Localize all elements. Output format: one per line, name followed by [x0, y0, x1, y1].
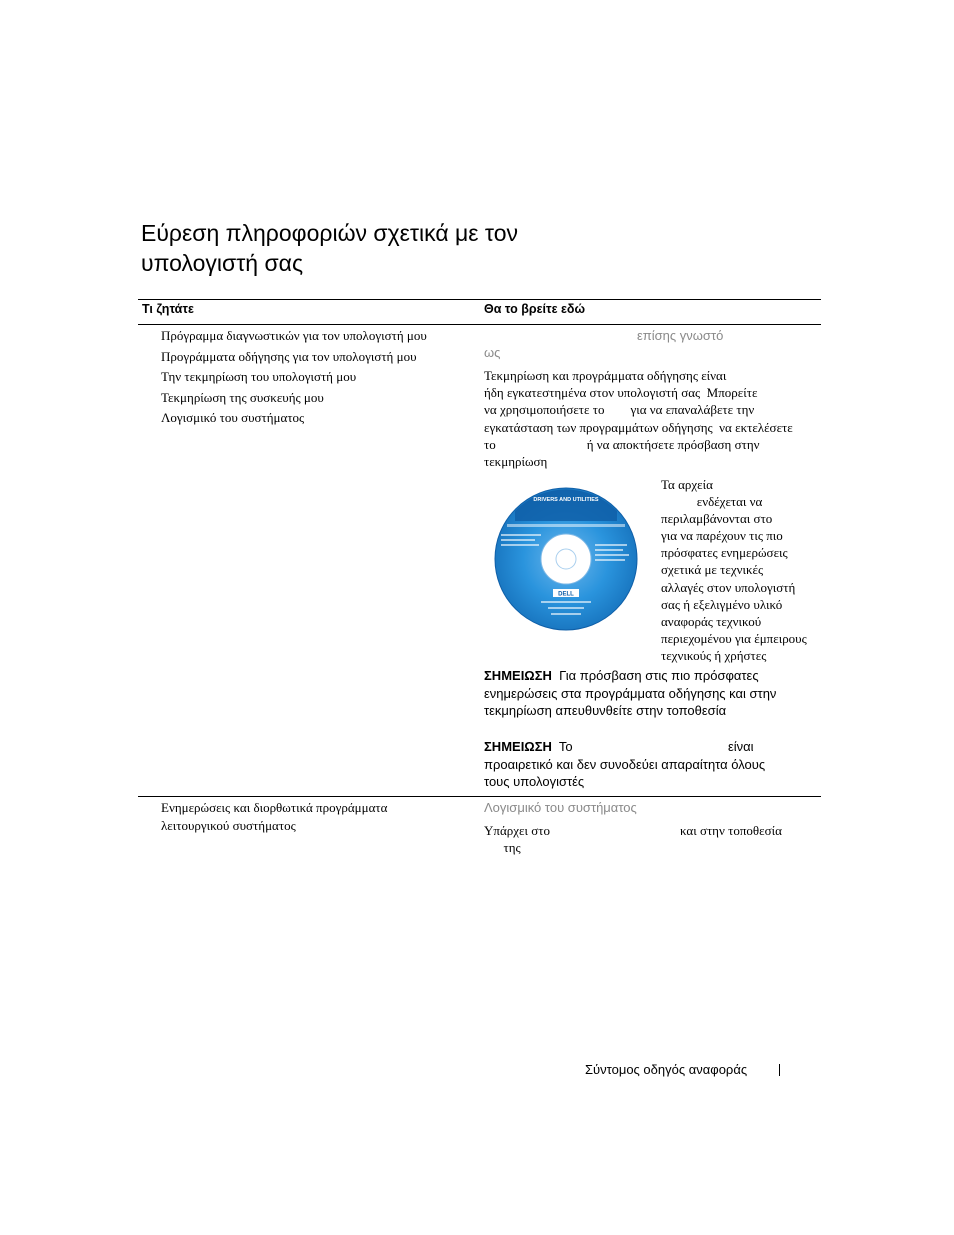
footer-separator	[779, 1064, 780, 1076]
drivers-utilities-cd-image	[493, 486, 643, 636]
note-label: ΣΗΜΕΙΩΣΗ	[484, 668, 552, 683]
list-item: Λογισμικό του συστήματος	[161, 410, 305, 425]
list-item: λειτουργικού συστήματος	[161, 817, 296, 833]
list-item: Ενημερώσεις και διορθωτικά προγράμματα	[161, 800, 388, 815]
page-title	[141, 218, 701, 278]
footer-title: Σύντομος οδηγός αναφοράς	[585, 1062, 748, 1077]
table-top-rule	[138, 299, 821, 300]
row1-body-text: Τεκμηρίωση και προγράμματα οδήγησης είναι ήδη εγκατεστημένα στον υπολογιστή σας Μπορείτε να χρησιμοποιήσετε το για να επαναλάβετε την εγκατάσταση των προγραμμάτων οδήγησης να εκτελέσετε το ή να αποκτήσετε πρόσβαση στην τεκμηρίωση	[484, 368, 793, 470]
row2-body-text: Υπάρχει στο και στην τοποθεσία της	[484, 823, 782, 856]
row1-source-heading: επίσης γνωστό ως	[484, 328, 724, 361]
list-item: Την τεκμηρίωση του υπολογιστή μου	[161, 369, 357, 384]
row2-source-heading: Λογισμικό του συστήματος	[484, 800, 637, 815]
note-optional-cd: ΣΗΜΕΙΩΣΗ Το είναι προαιρετικό και δεν συνοδεύει απαραίτητα όλους τους υπολογιστές	[484, 739, 766, 790]
note-label: ΣΗΜΕΙΩΣΗ	[484, 739, 552, 754]
list-item: Τεκμηρίωση της συσκευής μου	[161, 389, 324, 405]
row2-left-list	[161, 799, 387, 834]
cd-description: Τα αρχεία ενδέχεται να περιλαμβάνονται στο για να παρέχουν τις πιο πρόσφατες ενημερώσεις σχετικά με τεχνικές αλλαγές στον υπολογιστή σας ή εξελιγμένο υλικό αναφοράς τεχνικού περιεχομένου για έμπειρους τεχνικούς ή χρήστες	[661, 477, 807, 663]
page-title-line1: Εύρεση πληροφοριών σχετικά με τον	[141, 220, 518, 246]
cd-label-top: DRIVERS AND UTILITIES	[533, 497, 599, 503]
cd-brand-logo: DELL	[558, 591, 574, 598]
page-title-line2: υπολογιστή σας	[141, 250, 304, 276]
row-divider-rule	[138, 796, 821, 797]
column-header-left: Τι ζητάτε	[142, 302, 194, 316]
list-item: Προγράμματα οδήγησης για τον υπολογιστή μου	[161, 348, 417, 364]
cd-disc-icon	[493, 486, 643, 636]
column-header-right: Θα το βρείτε εδώ	[484, 302, 586, 316]
note-latest-updates: ΣΗΜΕΙΩΣΗ Για πρόσβαση στις πιο πρόσφατες ενημερώσεις στα προγράμματα οδήγησης και στην τεκμηρίωση απευθυνθείτε στην τοποθεσία	[484, 668, 777, 719]
row1-left-list	[161, 326, 427, 429]
header-bottom-rule	[138, 324, 821, 325]
list-item: Πρόγραμμα διαγνωστικών για τον υπολογιστή μου	[161, 328, 427, 343]
